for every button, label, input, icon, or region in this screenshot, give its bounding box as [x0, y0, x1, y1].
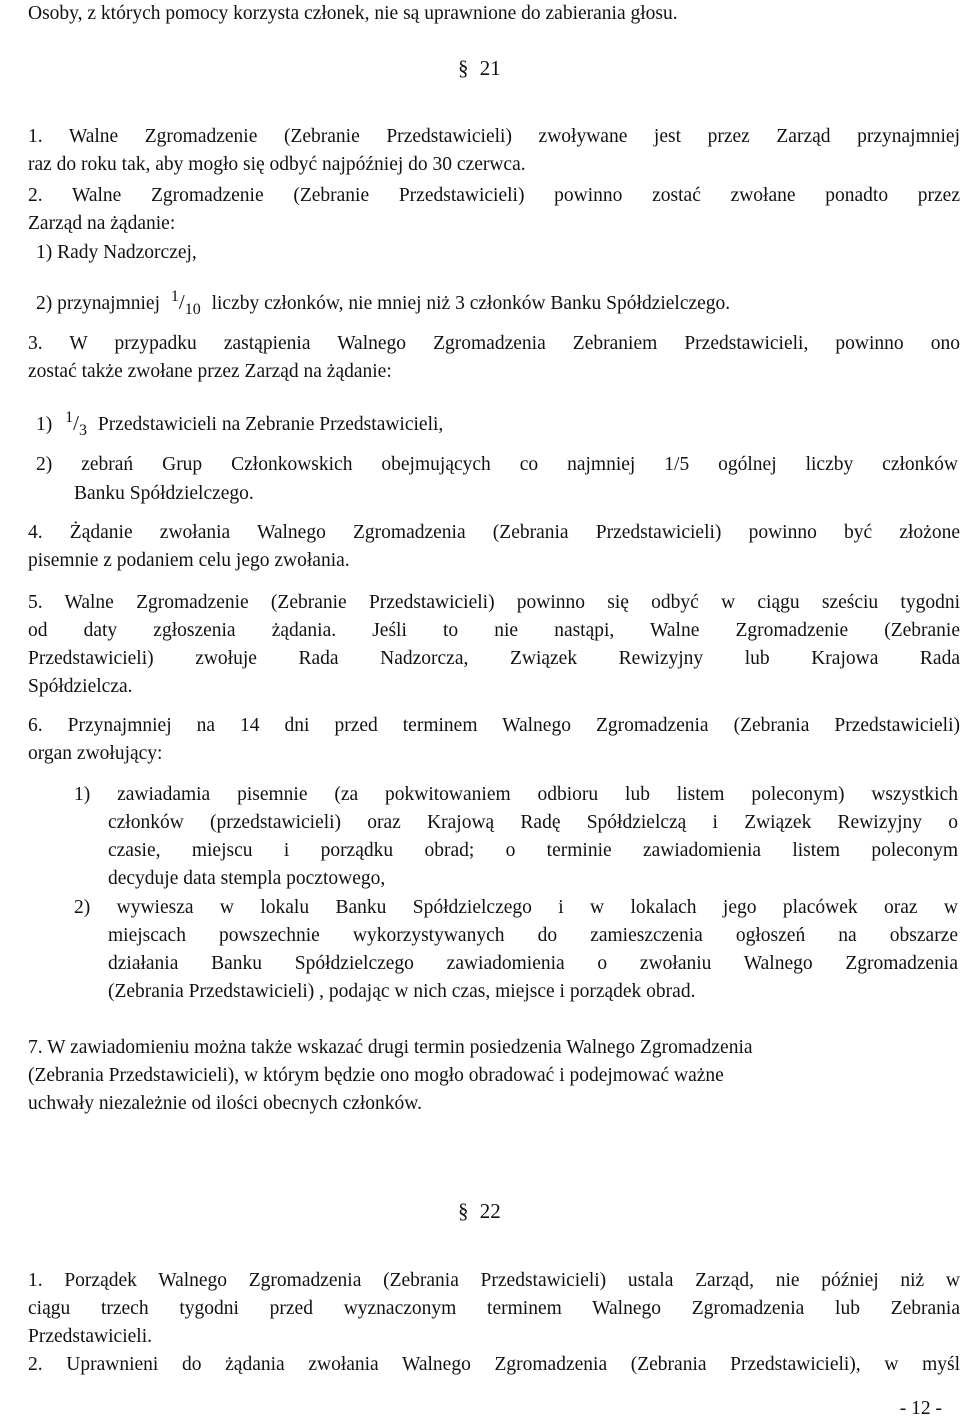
s21-p4-line1: 4. Żądanie zwołania Walnego Zgromadzenia (Zebrania Przedstawicieli) powinno być złożone [28, 522, 960, 543]
s21-p7-line1: 7. W zawiadomieniu można także wskazać drugi termin posiedzenia Walnego Zgromadzenia [28, 1037, 753, 1058]
fraction-one-third [65, 409, 87, 439]
s21-p2-line2: Zarząd na żądanie: [28, 213, 176, 234]
s21-p6-item2-line4: (Zebrania Przedstawicieli) , podając w nich czas, miejsce i porządek obrad. [108, 981, 696, 1002]
fraction-slash: / [73, 411, 79, 435]
intro-text: Osoby, z których pomocy korzysta członek, nie są uprawnione do zabierania głosu. [28, 3, 678, 24]
s21-p6-item2-line1: 2) wywiesza w lokalu Banku Spółdzielczego i w lokalach jego placówek oraz w [74, 897, 958, 918]
section-symbol: § [458, 1199, 469, 1223]
s21-p3-item2-line1: 2) zebrań Grup Członkowskich obejmujących co najmniej 1/5 ogólnej liczby członków [36, 454, 958, 475]
s21-p3-item1-prefix: 1) [36, 414, 53, 435]
s21-p7-line2: (Zebrania Przedstawicieli), w którym będzie ono mogło obradować i podejmować ważne [28, 1065, 724, 1086]
s21-p6-item2-line2: miejscach powszechnie wykorzystywanych do zamieszczenia ogłoszeń na obszarze [108, 925, 958, 946]
section-symbol: § [458, 56, 469, 80]
section-number: 22 [479, 1199, 501, 1223]
s21-p6-item1-line1: 1) zawiadamia pisemnie (za pokwitowaniem odbioru lub listem poleconym) wszystkich [74, 784, 958, 805]
s21-p3-item1-text: Przedstawicieli na Zebranie Przedstawicieli, [97, 414, 444, 435]
section-number: 21 [479, 56, 501, 80]
s21-p6-item1-line4: decyduje data stempla pocztowego, [108, 868, 386, 889]
s21-p2-line1: 2. Walne Zgromadzenie (Zebranie Przedstawicieli) powinno zostać zwołane ponadto przez [28, 185, 960, 206]
fraction-one-tenth [170, 288, 201, 318]
fraction-numerator: 1 [170, 288, 179, 305]
fraction-slash: / [178, 290, 185, 314]
s21-p3-line1: 3. W przypadku zastąpienia Walnego Zgromadzenia Zebraniem Przedstawicieli, powinno ono [28, 333, 960, 354]
fraction-denominator: 3 [78, 422, 87, 439]
section-22-heading [458, 1199, 501, 1224]
s21-p4-line2: pisemnie z podaniem celu jego zwołania. [28, 550, 350, 571]
page-number: - 12 - [899, 1398, 942, 1419]
s21-p6-line1: 6. Przynajmniej na 14 dni przed terminem Walnego Zgromadzenia (Zebrania Przedstawicieli) [28, 715, 960, 736]
s21-p7-line3: uchwały niezależnie od ilości obecnych członków. [28, 1093, 422, 1114]
s21-p6-item2-line3: działania Banku Spółdzielczego zawiadomienia o zwołaniu Walnego Zgromadzenia [108, 953, 958, 974]
s21-p5-line3: Przedstawicieli) zwołuje Rada Nadzorcza, Związek Rewizyjny lub Krajowa Rada [28, 648, 960, 669]
s21-p1-line1: 1. Walne Zgromadzenie (Zebranie Przedstawicieli) zwoływane jest przez Zarząd przynajmniej [28, 126, 960, 147]
s21-p6-line2: organ zwołujący: [28, 743, 163, 764]
s21-p6-item1-line3: czasie, miejscu i porządku obrad; o terminie zawiadomienia listem poleconym [108, 840, 958, 861]
s21-p3-line2: zostać także zwołane przez Zarząd na żądanie: [28, 361, 392, 382]
s21-p2-item2-prefix: 2) przynajmniej [36, 293, 160, 314]
s21-p2-item2-text: liczby członków, nie mniej niż 3 członków Banku Spółdzielczego. [211, 293, 731, 314]
s21-p3-item1 [36, 405, 443, 444]
s22-p1-line2: ciągu trzech tygodni przed wyznaczonym terminem Walnego Zgromadzenia lub Zebrania [28, 1298, 960, 1319]
s22-p1-line3: Przedstawicieli. [28, 1326, 152, 1347]
s21-p5-line2: od daty zgłoszenia żądania. Jeśli to nie nastąpi, Walne Zgromadzenie (Zebranie [28, 620, 960, 641]
s21-p2-item1: 1) Rady Nadzorczej, [36, 242, 197, 263]
s21-p6-item1-line2: członków (przedstawicieli) oraz Krajową Radę Spółdzielczą i Związek Rewizyjny o [108, 812, 958, 833]
s21-p5-line1: 5. Walne Zgromadzenie (Zebranie Przedstawicieli) powinno się odbyć w ciągu sześciu tygodni [28, 592, 960, 613]
s21-p1-line2: raz do roku tak, aby mogło się odbyć najpóźniej do 30 czerwca. [28, 154, 526, 175]
s22-p1-line1: 1. Porządek Walnego Zgromadzenia (Zebrania Przedstawicieli) ustala Zarząd, nie później niż w [28, 1270, 960, 1291]
fraction-denominator: 10 [184, 301, 201, 318]
section-21-heading [458, 56, 501, 81]
s22-p2-line1: 2. Uprawnieni do żądania zwołania Walnego Zgromadzenia (Zebrania Przedstawicieli), w myśl [28, 1354, 960, 1375]
s21-p5-line4: Spółdzielcza. [28, 676, 133, 697]
fraction-numerator: 1 [65, 409, 74, 426]
s21-p3-item2-line2: Banku Spółdzielczego. [74, 483, 254, 504]
s21-p2-item2 [36, 284, 730, 323]
